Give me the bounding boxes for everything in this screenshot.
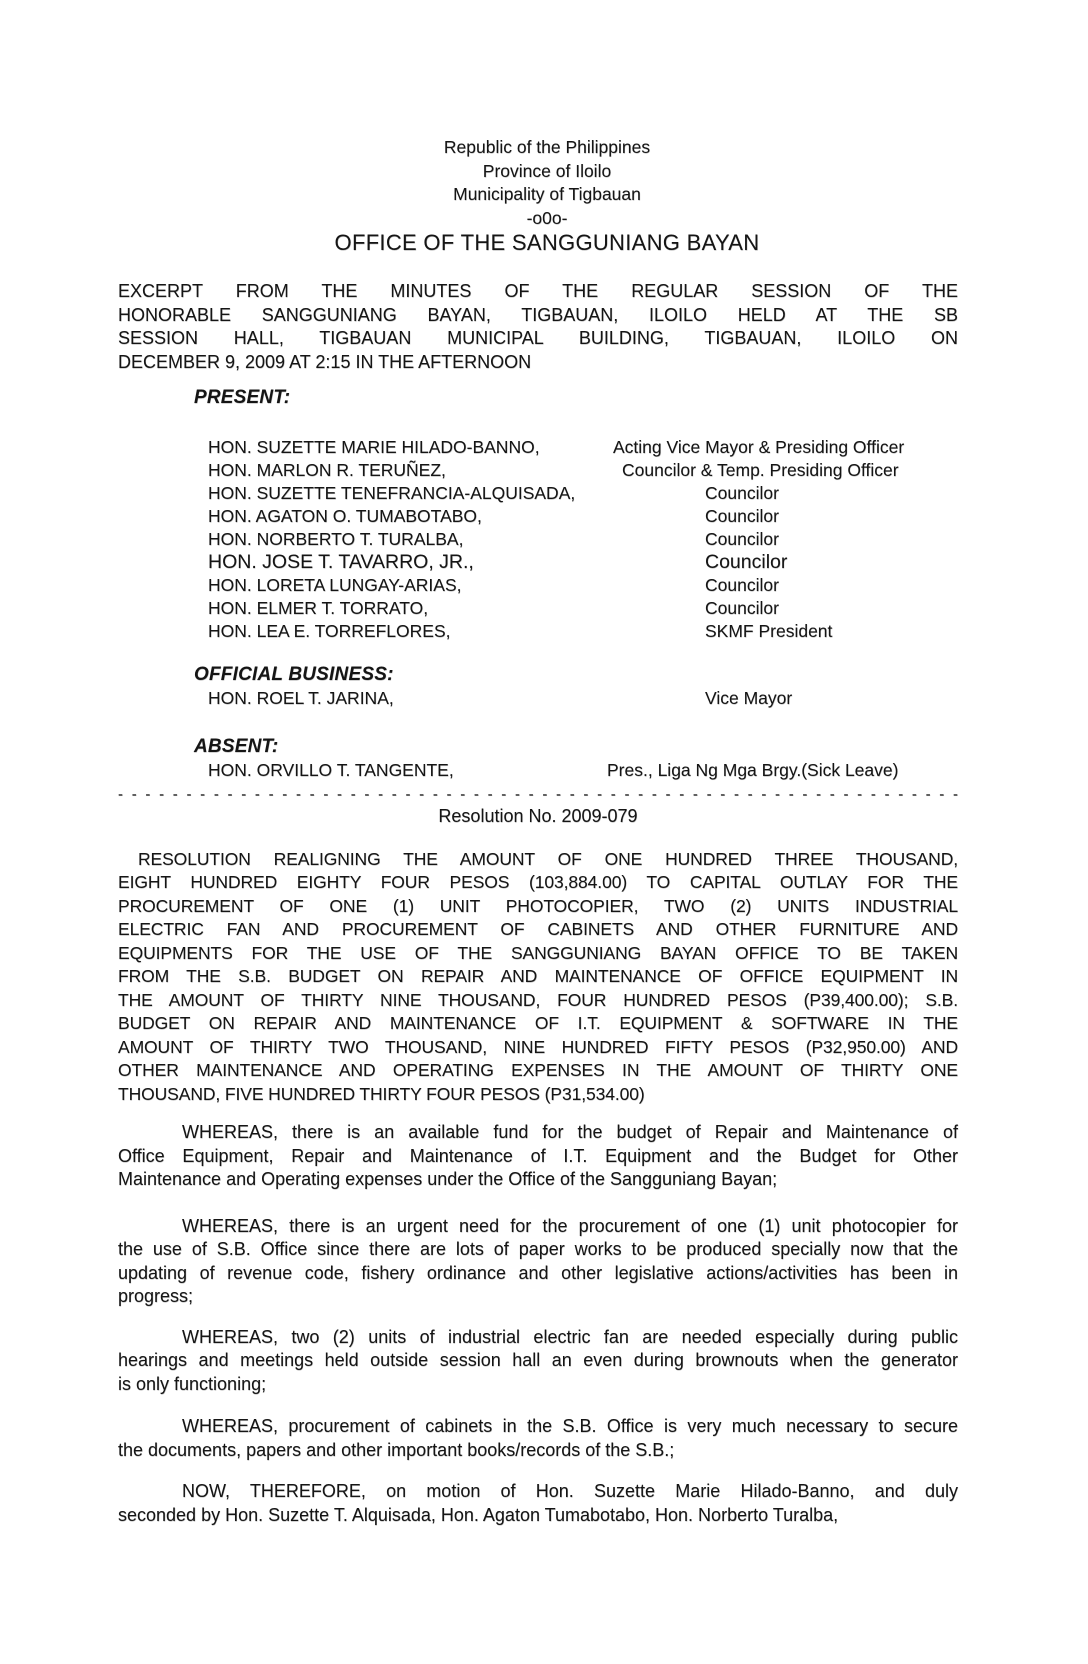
- roster-row: [118, 687, 958, 710]
- member-title: Pres., Liga Ng Mga Brgy.(Sick Leave): [607, 760, 899, 780]
- text-line: OTHER MAINTENANCE AND OPERATING EXPENSES IN THE AMOUNT OF THIRTY ONE: [118, 1060, 958, 1080]
- text-line: WHEREAS, two (2) units of industrial electric fan are needed especially during public: [182, 1326, 958, 1347]
- member-title: Councilor: [705, 529, 779, 549]
- member-name: HON. LORETA LUNGAY-ARIAS,: [208, 575, 462, 595]
- roster-row: [118, 436, 958, 459]
- member-title: Councilor: [705, 598, 779, 618]
- text-line: SESSION HALL, TIGBAUAN MUNICIPAL BUILDING, TIGBAUAN, ILOILO ON: [118, 328, 958, 348]
- text-line: WHEREAS, procurement of cabinets in the S.B. Office is very much necessary to secure: [182, 1416, 958, 1436]
- letterhead-office: OFFICE OF THE SANGGUNIANG BAYAN: [334, 230, 760, 255]
- text-line: progress;: [118, 1286, 194, 1306]
- text-line: WHEREAS, there is an available fund for the budget of Repair and Maintenance of: [182, 1122, 958, 1142]
- member-title: SKMF President: [705, 621, 833, 641]
- member-name: HON. ROEL T. JARINA,: [208, 688, 394, 708]
- text-line: seconded by Hon. Suzette T. Alquisada, Hon. Agaton Tumabotabo, Hon. Norberto Turalba,: [118, 1504, 839, 1525]
- excerpt-paragraph: [118, 280, 958, 374]
- text-line: HONORABLE SANGGUNIANG BAYAN, TIGBAUAN, ILOILO HELD AT THE SB: [118, 304, 958, 325]
- whereas-paragraph-3: [118, 1326, 958, 1397]
- text-line: EQUIPMENTS FOR THE USE OF THE SANGGUNIANG BAYAN OFFICE TO BE TAKEN: [118, 942, 958, 963]
- roster-row: [118, 759, 958, 782]
- member-title: Vice Mayor: [705, 688, 793, 708]
- roster-row: [118, 574, 958, 597]
- absent-label: ABSENT:: [194, 736, 279, 757]
- text-line: BUDGET ON REPAIR AND MAINTENANCE OF I.T. EQUIPMENT & SOFTWARE IN THE: [118, 1013, 958, 1033]
- roster-row: [118, 505, 958, 528]
- text-line: NOW, THEREFORE, on motion of Hon. Suzette Marie Hilado-Banno, and duly: [182, 1481, 958, 1501]
- member-name: HON. ORVILLO T. TANGENTE,: [208, 760, 454, 780]
- letterhead-separator: -o0o-: [526, 207, 568, 228]
- text-line: Maintenance and Operating expenses under the Office of the Sangguniang Bayan;: [118, 1169, 778, 1189]
- text-line: FROM THE S.B. BUDGET ON REPAIR AND MAINTENANCE OF OFFICE EQUIPMENT IN: [118, 966, 958, 986]
- letterhead: [118, 136, 958, 256]
- member-title: Councilor: [705, 575, 779, 595]
- whereas-paragraph-1: [118, 1121, 958, 1192]
- text-line: the use of S.B. Office since there are lots of paper works to be produced specially now that the: [118, 1239, 958, 1259]
- text-line: WHEREAS, there is an urgent need for the procurement of one (1) unit photocopier for: [182, 1215, 958, 1236]
- text-line: EIGHT HUNDRED EIGHTY FOUR PESOS (103,884.00) TO CAPITAL OUTLAY FOR THE: [118, 872, 958, 892]
- text-line: the documents, papers and other important books/records of the S.B.;: [118, 1439, 675, 1460]
- letterhead-municipality: Municipality of Tigbauan: [453, 184, 641, 204]
- member-title: Acting Vice Mayor & Presiding Officer: [613, 437, 905, 457]
- resolution-number: Resolution No. 2009-079: [438, 806, 638, 826]
- member-name: HON. LEA E. TORREFLORES,: [208, 621, 451, 641]
- text-line: THE AMOUNT OF THIRTY NINE THOUSAND, FOUR HUNDRED PESOS (P39,400.00); S.B.: [118, 989, 958, 1010]
- document-content: [118, 136, 958, 1527]
- member-name: HON. ELMER T. TORRATO,: [208, 598, 429, 618]
- member-name: HON. JOSE T. TAVARRO, JR.,: [208, 551, 474, 573]
- whereas-paragraph-4: [118, 1415, 958, 1462]
- letterhead-province: Province of Iloilo: [482, 160, 612, 181]
- text-line: DECEMBER 9, 2009 AT 2:15 IN THE AFTERNOON: [118, 351, 532, 372]
- text-line: RESOLUTION REALIGNING THE AMOUNT OF ONE HUNDRED THREE THOUSAND,: [138, 848, 958, 869]
- member-name: HON. MARLON R. TERUÑEZ,: [208, 460, 446, 480]
- roster-row: [118, 459, 958, 482]
- text-line: ELECTRIC FAN AND PROCUREMENT OF CABINETS AND OTHER FURNITURE AND: [118, 919, 958, 939]
- roster-row: [118, 551, 958, 574]
- member-title: Councilor: [705, 506, 779, 526]
- roster-row: [118, 597, 958, 620]
- member-name: HON. NORBERTO T. TURALBA,: [208, 529, 464, 549]
- present-roster: [118, 436, 958, 643]
- roster-row: [118, 528, 958, 551]
- member-name: HON. SUZETTE TENEFRANCIA-ALQUISADA,: [208, 483, 576, 503]
- member-name: HON. AGATON O. TUMABOTABO,: [208, 506, 482, 526]
- text-line: AMOUNT OF THIRTY TWO THOUSAND, NINE HUNDRED FIFTY PESOS (P32,950.00) AND: [118, 1036, 958, 1057]
- letterhead-republic: Republic of the Philippines: [443, 137, 651, 157]
- text-line: THOUSAND, FIVE HUNDRED THIRTY FOUR PESOS (P31,534.00): [118, 1083, 645, 1104]
- member-title: Councilor & Temp. Presiding Officer: [622, 460, 899, 480]
- member-title: Councilor: [705, 551, 788, 573]
- text-line: updating of revenue code, fishery ordinance and other legislative actions/activities has been in: [118, 1262, 958, 1283]
- dashed-divider: - - - - - - - - - - - - - - - - - - - - - - - - - - - - - - - - - - - - - - - - - - - - - - - - - - - - - - - - - - - - - -: [118, 786, 958, 803]
- text-line: EXCERPT FROM THE MINUTES OF THE REGULAR SESSION OF THE: [118, 281, 958, 301]
- member-title: Councilor: [705, 483, 779, 503]
- whereas-paragraph-2: [118, 1215, 958, 1309]
- now-therefore-paragraph: [118, 1480, 958, 1527]
- text-line: PROCUREMENT OF ONE (1) UNIT PHOTOCOPIER, TWO (2) UNITS INDUSTRIAL: [118, 895, 958, 916]
- present-label: PRESENT:: [194, 387, 291, 408]
- roster-row: [118, 482, 958, 505]
- text-line: hearings and meetings held outside session hall an even during brownouts when the generator: [118, 1350, 958, 1370]
- member-name: HON. SUZETTE MARIE HILADO-BANNO,: [208, 437, 540, 457]
- text-line: is only functioning;: [118, 1373, 267, 1394]
- official-business-label: OFFICIAL BUSINESS:: [194, 664, 394, 685]
- resolution-title-paragraph: [118, 848, 958, 1107]
- text-line: Office Equipment, Repair and Maintenance of I.T. Equipment and the Budget for Other: [118, 1145, 958, 1166]
- roster-row: [118, 620, 958, 643]
